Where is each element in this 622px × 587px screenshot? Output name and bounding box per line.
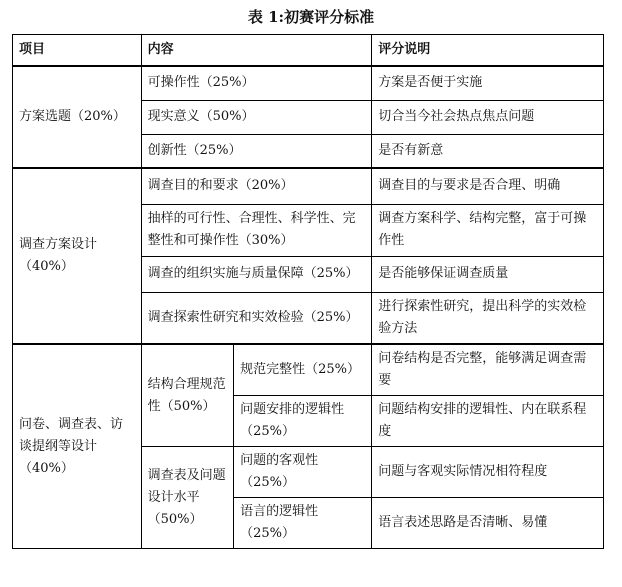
group-item-cell: 调查方案设计（40%） <box>13 168 142 344</box>
content-cell: 语言的逻辑性（25%） <box>234 498 372 549</box>
content-cell: 调查探索性研究和实效检验（25%） <box>141 292 372 344</box>
content-cell: 抽样的可行性、合理性、科学性、完整性和可操作性（30%） <box>141 204 372 256</box>
desc-cell: 问题与客观实际情况相符程度 <box>372 447 604 498</box>
desc-cell: 是否有新意 <box>372 134 604 168</box>
desc-cell: 语言表述思路是否清晰、易懂 <box>372 498 604 549</box>
desc-cell: 方案是否便于实施 <box>372 66 604 100</box>
table-title: 表 1:初赛评分标准 <box>247 8 375 26</box>
content-cell: 可操作性（25%） <box>141 66 372 100</box>
desc-cell: 问卷结构是否完整，能够满足调查需要 <box>372 344 604 396</box>
subgroup-cell: 调查表及问题设计水平（50%） <box>141 447 233 549</box>
content-cell: 规范完整性（25%） <box>234 344 372 396</box>
header-item: 项目 <box>13 35 142 67</box>
content-cell: 问题的客观性（25%） <box>234 447 372 498</box>
content-cell: 调查目的和要求（20%） <box>141 168 372 204</box>
group-item-cell: 方案选题（20%） <box>13 66 142 168</box>
table-row <box>13 344 604 396</box>
table-row <box>13 66 604 100</box>
desc-cell: 是否能够保证调查质量 <box>372 256 604 292</box>
header-desc: 评分说明 <box>372 35 604 67</box>
desc-cell: 切合当今社会热点焦点问题 <box>372 100 604 134</box>
content-cell: 现实意义（50%） <box>141 100 372 134</box>
desc-cell: 调查目的与要求是否合理、明确 <box>372 168 604 204</box>
subgroup-cell: 结构合理规范性（50%） <box>141 344 233 447</box>
scoring-table <box>12 34 604 549</box>
desc-cell: 问题结构安排的逻辑性、内在联系程度 <box>372 396 604 447</box>
desc-cell: 进行探索性研究，提出科学的实效检验方法 <box>372 292 604 344</box>
header-content: 内容 <box>141 35 372 67</box>
table-row <box>13 168 604 204</box>
header-row <box>13 35 604 67</box>
group-item-cell: 问卷、调查表、访谈提纲等设计（40%） <box>13 344 142 549</box>
content-cell: 调查的组织实施与质量保障（25%） <box>141 256 372 292</box>
desc-cell: 调查方案科学、结构完整，富于可操作性 <box>372 204 604 256</box>
content-cell: 问题安排的逻辑性（25%） <box>234 396 372 447</box>
content-cell: 创新性（25%） <box>141 134 372 168</box>
